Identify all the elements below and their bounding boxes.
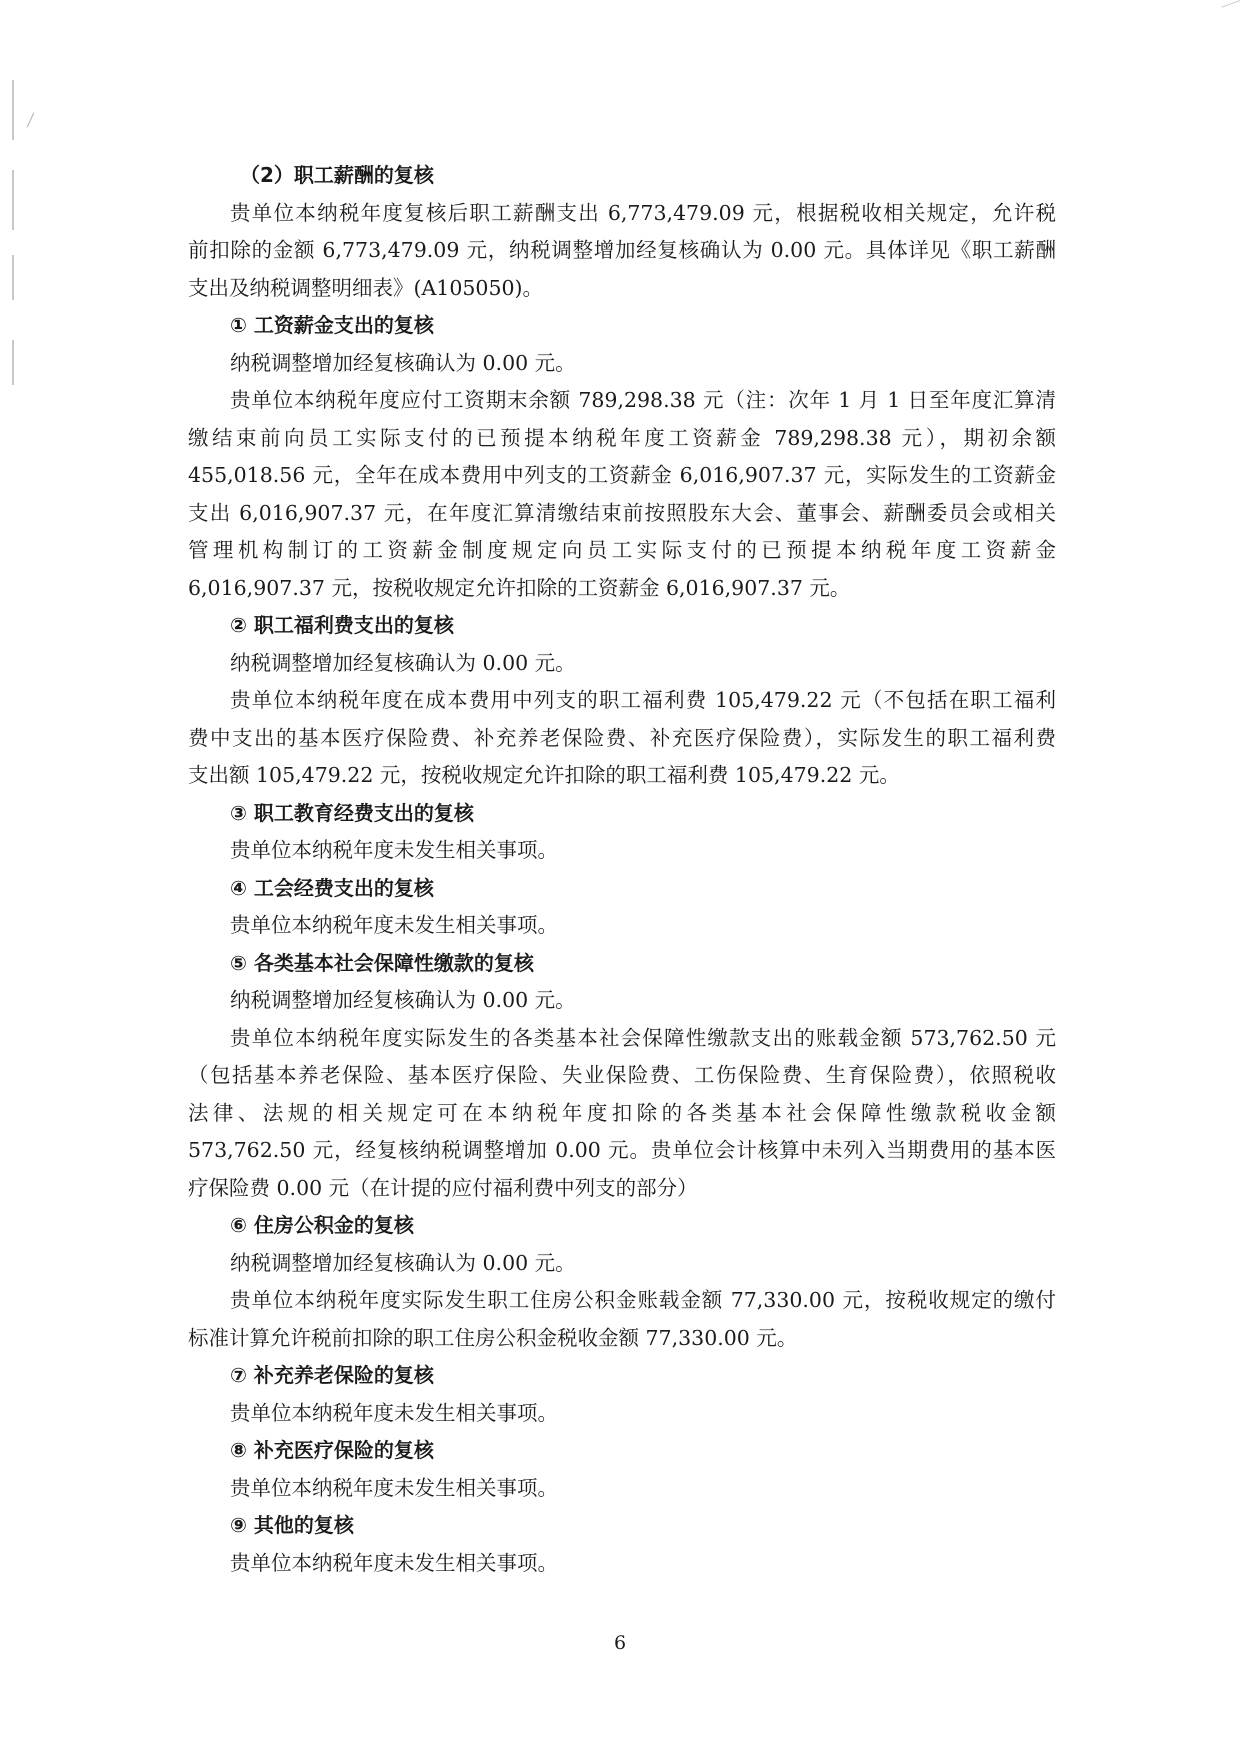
body-line: 贵单位本纳税年度未发生相关事项。	[230, 1475, 558, 1500]
subsection-heading: ⑨ 其他的复核	[230, 1513, 354, 1537]
body-line: 纳税调整增加经复核确认为 0.00 元。	[230, 988, 576, 1012]
body-line: 573,762.50 元，经复核纳税调整增加 0.00 元。贵单位会计核算中未列入当期费用的基本医	[188, 1138, 1056, 1162]
body-line: 支出及纳税调整明细表》(A105050)。	[188, 275, 544, 300]
body-line: 贵单位本纳税年度未发生相关事项。	[230, 1400, 558, 1425]
body-line: 前扣除的金额 6,773,479.09 元，纳税调整增加经复核确认为 0.00 元。具体详见《职工薪酬	[188, 238, 1056, 262]
body-line: 支出 6,016,907.37 元，在年度汇算清缴结束前按照股东大会、董事会、薪酬委员会或相关	[188, 500, 1056, 525]
body-line: 疗保险费 0.00 元（在计提的应付福利费中列支的部分）	[188, 1175, 698, 1200]
body-line: 纳税调整增加经复核确认为 0.00 元。	[230, 350, 576, 375]
body-line: 贵单位本纳税年度未发生相关事项。	[230, 1550, 558, 1575]
subsection-heading: ⑦ 补充养老保险的复核	[230, 1363, 434, 1387]
scan-edge-mark	[12, 80, 14, 140]
body-line: 贵单位本纳税年度未发生相关事项。	[230, 838, 558, 862]
body-line: 缴结束前向员工实际支付的已预提本纳税年度工资薪金 789,298.38 元），期初余额	[188, 425, 1056, 450]
section-heading: （2）职工薪酬的复核	[240, 163, 434, 187]
body-line: 贵单位本纳税年度实际发生职工住房公积金账载金额 77,330.00 元，按税收规定的缴付	[230, 1288, 1056, 1312]
body-line: 支出额 105,479.22 元，按税收规定允许扣除的职工福利费 105,479.22 元。	[188, 763, 900, 787]
subsection-heading: ⑤ 各类基本社会保障性缴款的复核	[230, 950, 534, 975]
body-line: 贵单位本纳税年度实际发生的各类基本社会保障性缴款支出的账载金额 573,762.50 元	[230, 1025, 1056, 1050]
scan-corner-line	[1221, 0, 1240, 8]
body-line: 贵单位本纳税年度复核后职工薪酬支出 6,773,479.09 元，根据税收相关规定，允许税	[230, 200, 1056, 225]
body-line: 法律、法规的相关规定可在本纳税年度扣除的各类基本社会保障性缴款税收金额	[188, 1100, 1056, 1125]
document-body	[188, 157, 1056, 1582]
subsection-heading: ③ 职工教育经费支出的复核	[230, 800, 474, 825]
body-line: 标准计算允许税前扣除的职工住房公积金税收金额 77,330.00 元。	[188, 1325, 798, 1350]
scan-edge-mark	[12, 255, 14, 300]
body-line: 455,018.56 元，全年在成本费用中列支的工资薪金 6,016,907.37 元，实际发生的工资薪金	[188, 463, 1056, 487]
scan-edge-mark	[12, 170, 14, 230]
body-line: 贵单位本纳税年度未发生相关事项。	[230, 913, 558, 937]
body-line: 纳税调整增加经复核确认为 0.00 元。	[230, 1250, 576, 1275]
body-line: 管理机构制订的工资薪金制度规定向员工实际支付的已预提本纳税年度工资薪金	[188, 538, 1056, 562]
body-line: 纳税调整增加经复核确认为 0.00 元。	[230, 650, 576, 675]
scan-edge-mark	[12, 340, 14, 385]
subsection-heading: ② 职工福利费支出的复核	[230, 613, 454, 637]
body-line: （包括基本养老保险、基本医疗保险、失业保险费、工伤保险费、生育保险费），依照税收	[188, 1063, 1056, 1087]
body-line: 贵单位本纳税年度应付工资期末余额 789,298.38 元（注：次年 1 月 1 日至年度汇算清	[230, 388, 1056, 412]
page-number: 6	[613, 1632, 627, 1654]
body-line: 费中支出的基本医疗保险费、补充养老保险费、补充医疗保险费），实际发生的职工福利费	[188, 725, 1056, 750]
subsection-heading: ① 工资薪金支出的复核	[230, 313, 434, 337]
subsection-heading: ⑧ 补充医疗保险的复核	[230, 1438, 434, 1462]
body-line: 贵单位本纳税年度在成本费用中列支的职工福利费 105,479.22 元（不包括在职工福利	[230, 688, 1056, 712]
body-line: 6,016,907.37 元，按税收规定允许扣除的工资薪金 6,016,907.37 元。	[188, 575, 851, 600]
subsection-heading: ④ 工会经费支出的复核	[230, 875, 434, 900]
subsection-heading: ⑥ 住房公积金的复核	[230, 1213, 414, 1237]
scan-tick-mark	[27, 113, 35, 128]
